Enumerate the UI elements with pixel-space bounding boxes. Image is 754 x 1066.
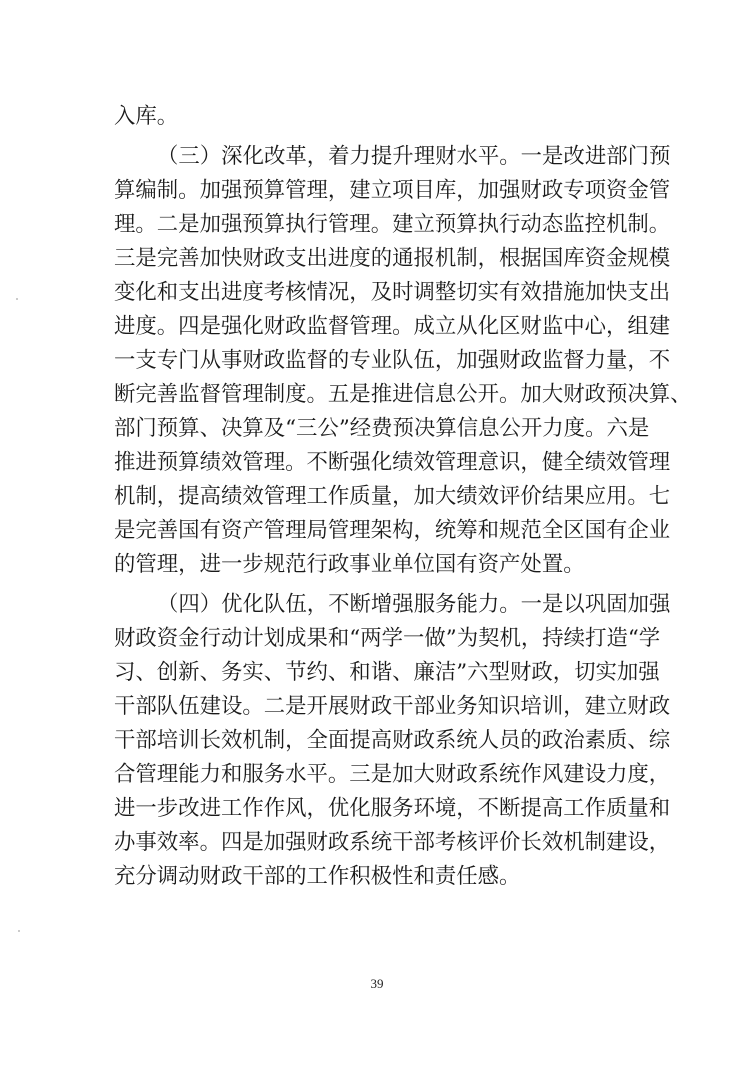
scan-speck [18, 930, 20, 932]
text-line: 干部队伍建设。二是开展财政干部业务知识培训，建立财政 [114, 694, 671, 719]
text-line: 机制，提高绩效管理工作质量，加大绩效评价结果应用。七 [114, 484, 671, 509]
text-line: 变化和支出进度考核情况，及时调整切实有效措施加快支出 [114, 280, 671, 305]
text-line: 一支专门从事财政监督的专业队伍，加强财政监督力量，不 [114, 348, 671, 373]
text-line: （三）深化改革，着力提升理财水平。一是改进部门预 [157, 144, 671, 169]
text-line: 充分调动财政干部的工作积极性和责任感。 [114, 864, 521, 889]
text-line: 办事效率。四是加强财政系统干部考核评价长效机制建设， [114, 830, 671, 855]
text-line: 三是完善加快财政支出进度的通报机制，根据国库资金规模 [114, 246, 671, 271]
text-line: 合管理能力和服务水平。三是加大财政系统作风建设力度， [114, 762, 671, 787]
text-line: 进度。四是强化财政监督管理。成立从化区财监中心，组建 [114, 314, 671, 339]
text-line: 推进预算绩效管理。不断强化绩效管理意识，健全绩效管理 [114, 450, 671, 475]
text-line: 部门预算、决算及“三公”经费预决算信息公开力度。六是 [114, 416, 650, 441]
scan-speck [16, 298, 18, 300]
text-line: 是完善国有资产管理局管理架构，统筹和规范全区国有企业 [114, 518, 671, 543]
text-line: 习、创新、务实、节约、和谐、廉洁”六型财政，切实加强 [114, 660, 660, 685]
text-line: 算编制。加强预算管理，建立项目库，加强财政专项资金管 [114, 178, 671, 203]
text-line: （四）优化队伍，不断增强服务能力。一是以巩固加强 [157, 592, 671, 617]
text-line: 断完善监督管理制度。五是推进信息公开。加大财政预决算、 [114, 382, 692, 407]
text-line: 的管理，进一步规范行政事业单位国有资产处置。 [114, 552, 585, 577]
page-number: 39 [370, 976, 384, 991]
text-line: 理。二是加强预算执行管理。建立预算执行动态监控机制。 [114, 212, 671, 237]
text-line: 进一步改进工作作风，优化服务环境，不断提高工作质量和 [114, 796, 671, 821]
text-line: 干部培训长效机制，全面提高财政系统人员的政治素质、综 [114, 728, 671, 753]
text-line: 财政资金行动计划成果和“两学一做”为契机，持续打造“学 [114, 626, 661, 651]
text-line: 入库。 [114, 104, 179, 129]
